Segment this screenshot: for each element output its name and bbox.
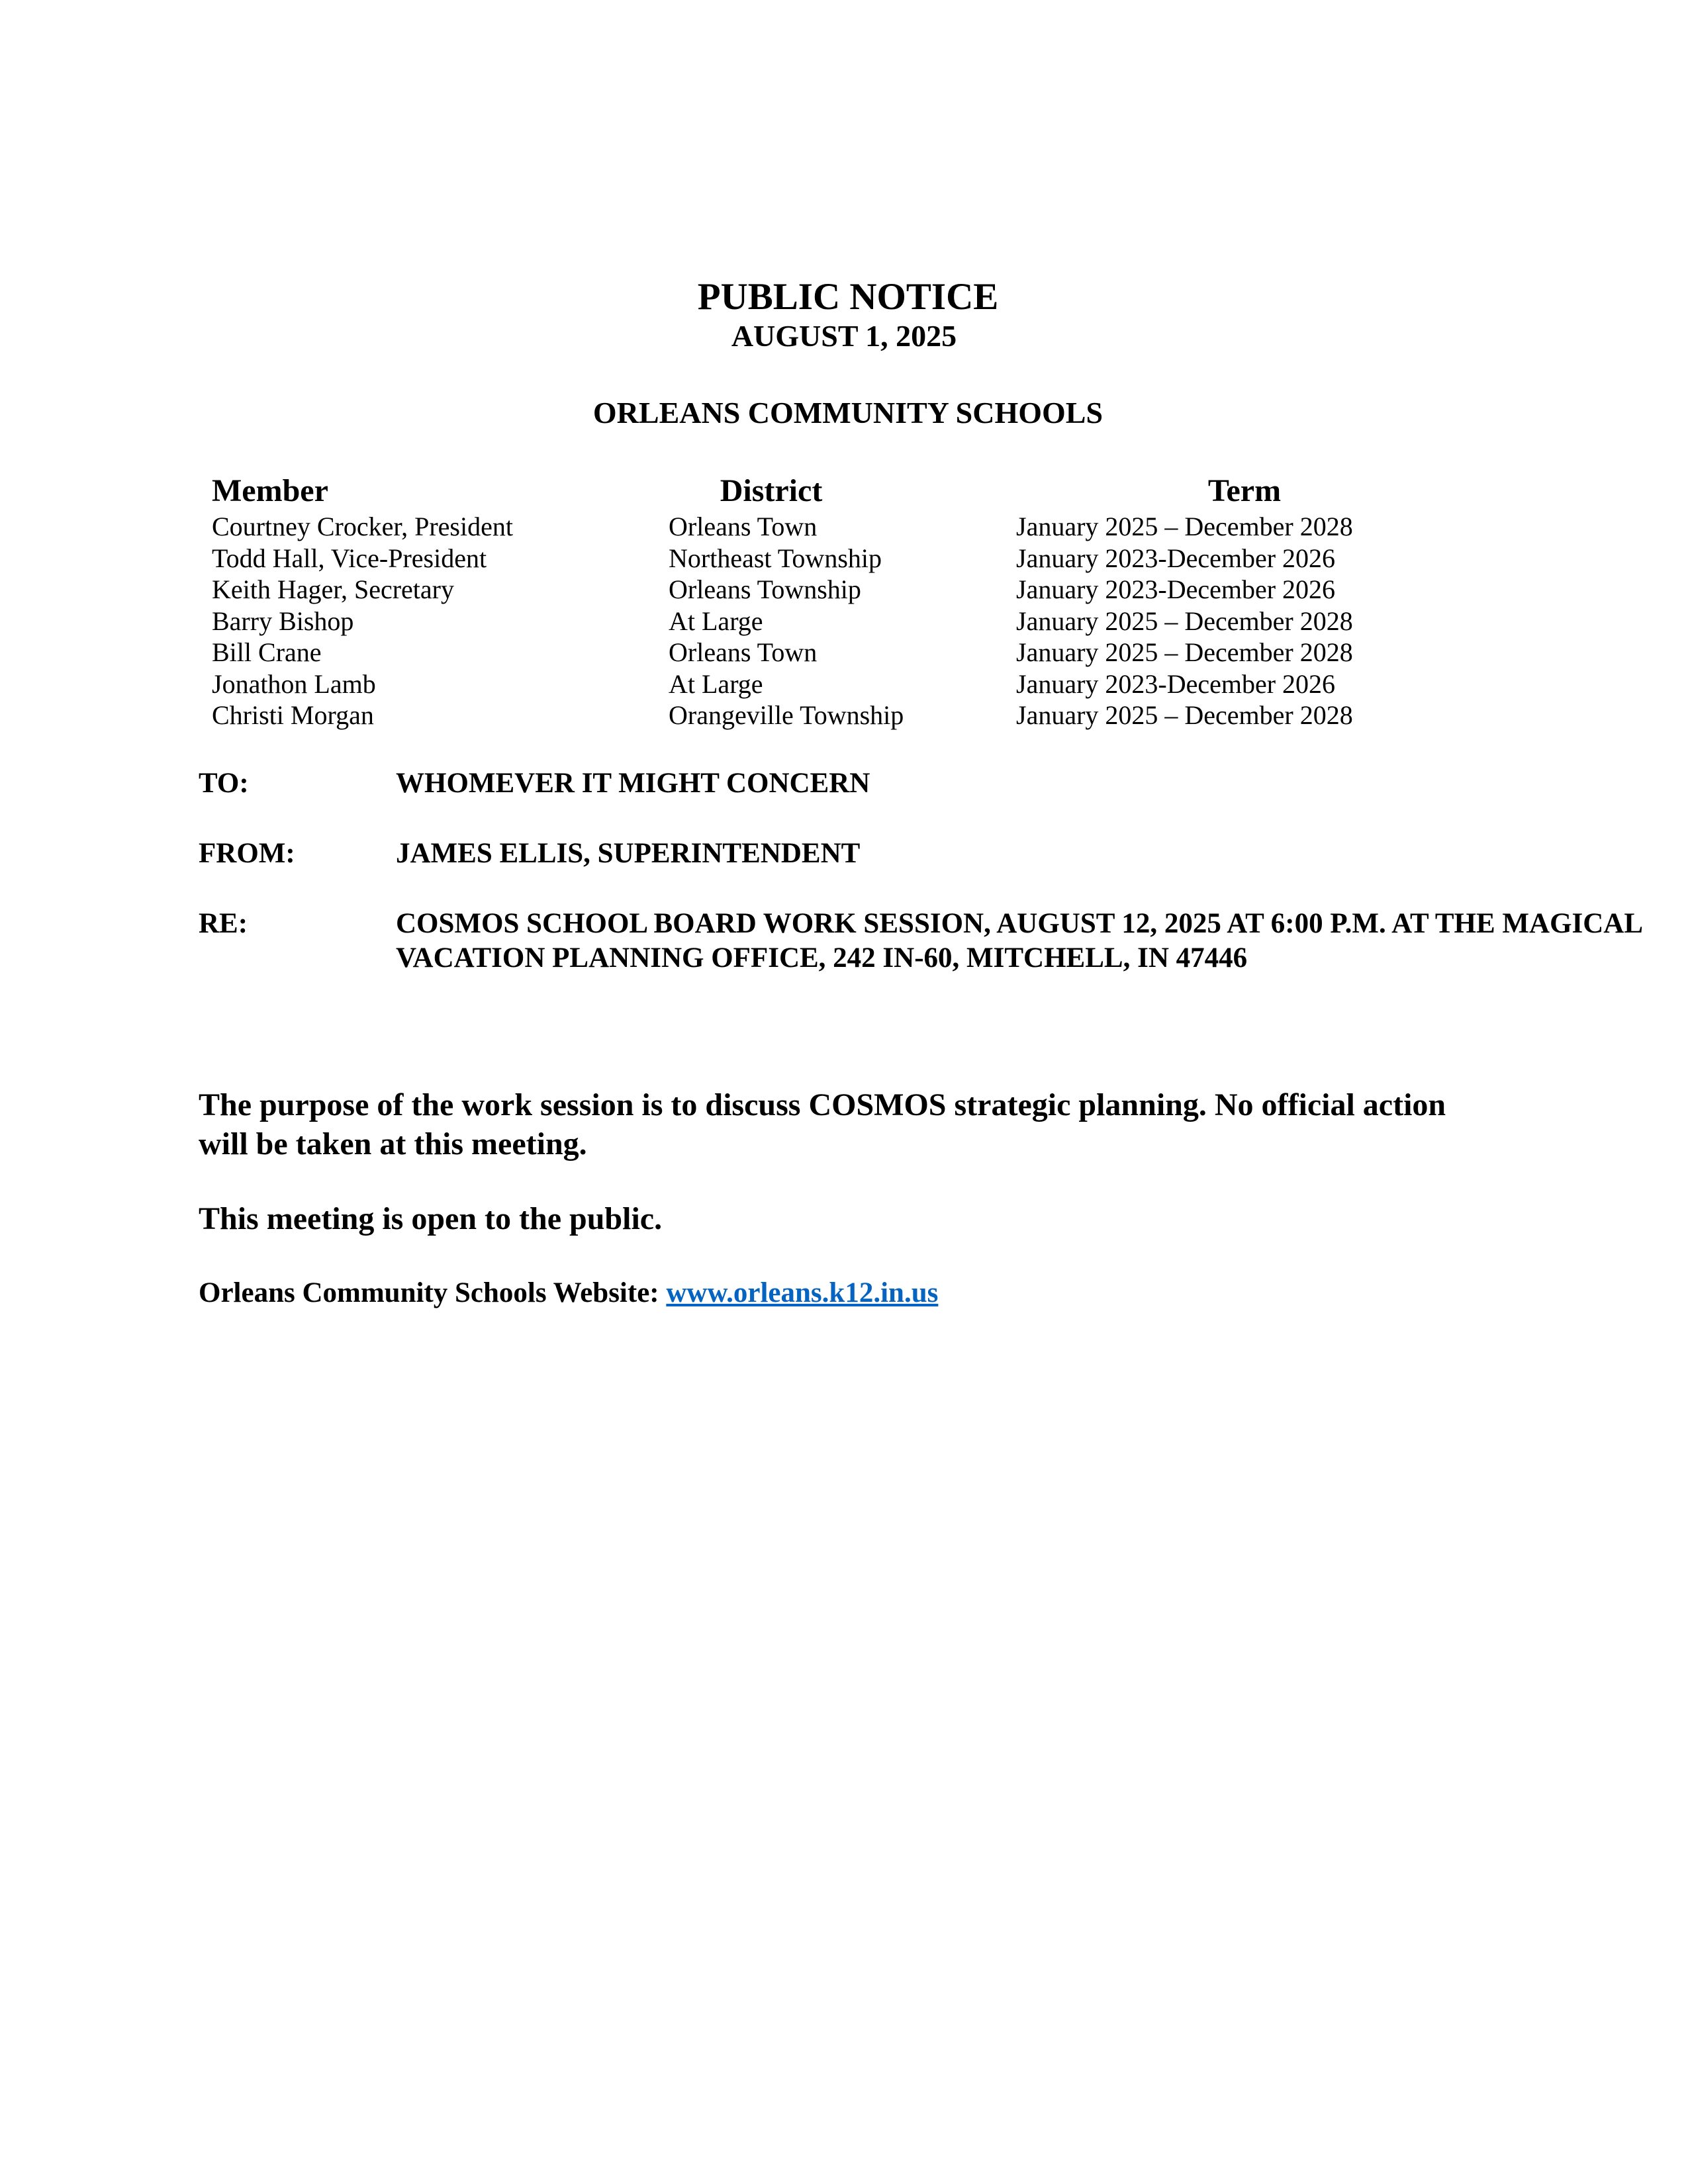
member-name: Jonathon Lamb	[212, 668, 376, 699]
notice-title: PUBLIC NOTICE	[697, 276, 999, 318]
member-term: January 2023-December 2026	[1016, 574, 1336, 604]
member-name: Barry Bishop	[212, 606, 354, 636]
member-name: Todd Hall, Vice-President	[212, 543, 487, 573]
table-row	[212, 606, 1390, 637]
memo-re-value: COSMOS SCHOOL BOARD WORK SESSION, AUGUST 12, 2025 AT 6:00 P.M. AT THE MAGICAL VACATION PLANNING OFFICE, 242 IN-60, MITCHELL, IN 47446	[396, 908, 1642, 974]
member-district: At Large	[669, 606, 763, 636]
table-row	[212, 511, 1390, 543]
table-row	[212, 574, 1390, 606]
website-link[interactable]: www.orleans.k12.in.us	[666, 1277, 939, 1308]
header-district: District	[720, 473, 823, 508]
table-row	[212, 637, 1390, 668]
memo-re-label: RE:	[199, 908, 248, 939]
memo-to-value: WHOMEVER IT MIGHT CONCERN	[396, 768, 870, 799]
notice-date: AUGUST 1, 2025	[731, 319, 957, 353]
board-members-table	[212, 471, 1390, 731]
table-row	[212, 668, 1390, 700]
member-district: Orleans Town	[669, 512, 818, 541]
header-term: Term	[1207, 473, 1282, 508]
member-term: January 2025 – December 2028	[1016, 606, 1353, 636]
memo-from-label: FROM:	[199, 838, 295, 869]
table-row	[212, 543, 1390, 574]
website-line	[199, 1276, 938, 1310]
member-term: January 2025 – December 2028	[1016, 700, 1353, 730]
memo-from-value: JAMES ELLIS, SUPERINTENDENT	[396, 838, 861, 869]
member-district: Northeast Township	[669, 543, 882, 573]
table-row	[212, 700, 1390, 731]
memo-to-label: TO:	[199, 768, 249, 799]
website-label: Orleans Community Schools Website:	[199, 1277, 667, 1308]
member-district: Orangeville Township	[669, 700, 904, 730]
open-to-public-paragraph: This meeting is open to the public.	[199, 1201, 663, 1236]
member-district: Orleans Town	[669, 637, 818, 667]
organization-name: ORLEANS COMMUNITY SCHOOLS	[592, 396, 1103, 430]
member-district: Orleans Township	[669, 574, 861, 604]
member-term: January 2025 – December 2028	[1016, 512, 1353, 541]
member-district: At Large	[669, 668, 763, 699]
member-term: January 2023-December 2026	[1016, 543, 1336, 573]
member-term: January 2023-December 2026	[1016, 668, 1336, 699]
member-name: Courtney Crocker, President	[212, 512, 513, 541]
member-name: Bill Crane	[212, 637, 322, 667]
board-table-header	[212, 471, 1390, 511]
header-member: Member	[212, 473, 328, 508]
member-name: Christi Morgan	[212, 700, 374, 730]
purpose-paragraph: The purpose of the work session is to discuss COSMOS strategic planning. No official action will be taken at this meeting.	[199, 1087, 1446, 1161]
member-term: January 2025 – December 2028	[1016, 637, 1353, 667]
member-name: Keith Hager, Secretary	[212, 574, 454, 604]
